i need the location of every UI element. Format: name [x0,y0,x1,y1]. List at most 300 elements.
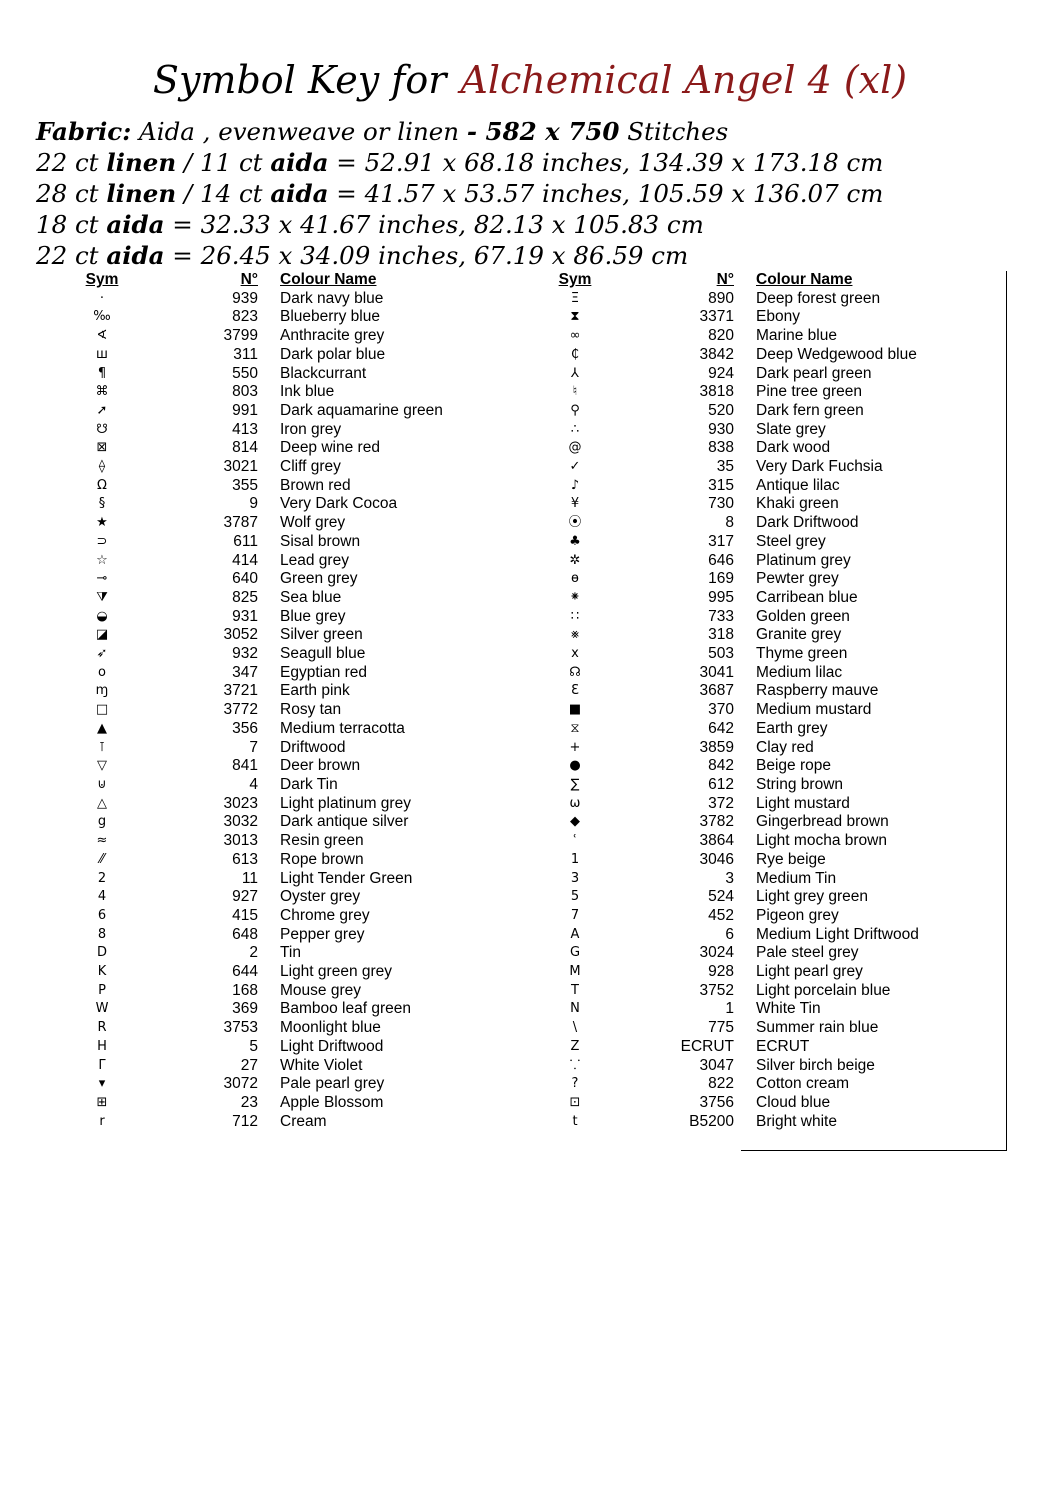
number-cell: 3046 [699,850,734,868]
number-cell: 931 [232,607,258,625]
symbol-cell: ₵ [570,346,580,362]
symbol-cell: ♪ [570,477,580,493]
symbol-cell: 4 [97,889,107,905]
table-border-right [1006,271,1007,1151]
symbol-cell: ⦿ [568,515,582,531]
symbol-cell: ∷ [570,608,580,624]
table-row [532,589,986,608]
table-row [58,701,510,720]
colour-name-cell: Very Dark Cocoa [280,495,398,513]
symbol-cell: ⊠ [96,440,108,456]
symbol-cell: ⧗ [570,309,580,325]
table-row [532,701,986,720]
size-line: 22 ct linen / 11 ct aida = 52.91 x 68.18 inches, 134.39 x 173.18 cm [36,148,884,177]
number-cell: B5200 [689,1112,734,1130]
table-row [58,327,510,346]
number-cell: 317 [708,532,734,550]
table-row [58,589,510,608]
number-cell: 311 [233,345,258,363]
number-cell: 995 [708,588,734,606]
colour-name-cell: Dark Tin [280,775,338,793]
number-cell: 3818 [699,383,734,401]
table-row [532,870,986,889]
symbol-cell: ⊍ [97,776,107,792]
table-row [532,963,986,982]
table-row [58,813,510,832]
table-row [58,1057,510,1076]
symbol-cell: ∢ [96,328,108,344]
colour-name-cell: Slate grey [756,420,826,438]
symbol-cell: ▲ [97,720,107,736]
sym-header: Sym [85,271,119,288]
table-row [532,720,986,739]
fabric-info [36,116,883,271]
colour-name-cell: Thyme green [756,645,848,663]
symbol-cell: \ [572,1020,578,1036]
symbol-cell: ∑ [570,776,580,792]
table-row [58,570,510,589]
table-row [58,907,510,926]
number-cell: 318 [708,626,734,644]
number-cell: 370 [708,701,734,719]
number-cell: 644 [232,963,258,981]
colour-name-cell: Dark antique silver [280,813,409,831]
symbol-cell: R [97,1020,107,1036]
symbol-cell: · [99,290,105,306]
number-cell: 3799 [223,327,258,345]
colour-name-cell: Oyster grey [280,888,361,906]
symbol-cell: t [572,1113,578,1129]
table-row [58,682,510,701]
symbol-cell: @ [568,440,582,456]
colour-name-cell: Medium terracotta [280,719,405,737]
table-row [58,1019,510,1038]
number-cell: 611 [233,532,258,550]
table-row [532,645,986,664]
table-row [58,664,510,683]
table-row [532,813,986,832]
colour-name-cell: Marine blue [756,327,837,345]
symbol-cell: ♮ [572,384,578,400]
colour-name-cell: Deer brown [280,757,361,775]
number-cell: 928 [708,963,734,981]
table-row [58,439,510,458]
table-row [58,477,510,496]
colour-name-cell: Moonlight blue [280,1019,381,1037]
table-header [58,271,510,290]
number-cell: 613 [232,850,258,868]
number-cell: 890 [708,289,734,307]
colour-name-cell: Ebony [756,308,800,326]
colour-name-cell: Light mocha brown [756,832,887,850]
colour-name-cell: Driftwood [280,738,346,756]
number-cell: 524 [708,888,734,906]
number-cell: 930 [708,420,734,438]
table-row [58,888,510,907]
number-cell: 646 [708,551,734,569]
colour-name-cell: Pepper grey [280,925,365,943]
symbol-cell: Ɛ [571,683,579,699]
colour-name-cell: Golden green [756,607,850,625]
number-cell: 315 [708,476,734,494]
number-cell: 712 [232,1112,258,1130]
table-row [532,495,986,514]
number-cell: 3864 [699,832,734,850]
colour-name-cell: Medium Light Driftwood [756,925,919,943]
table-row [532,776,986,795]
number-cell: 3041 [699,663,734,681]
number-cell: 3721 [223,682,258,700]
colour-name-cell: Carribean blue [756,588,858,606]
symbol-cell: G [569,945,581,961]
symbol-cell: ★ [96,515,108,531]
number-cell: 3753 [223,1019,258,1037]
table-row [58,1113,510,1132]
symbol-cell: ⨳ [570,627,580,643]
table-row [532,1075,986,1094]
symbol-table-right [532,271,986,1131]
table-row [58,626,510,645]
symbol-cell: ⊸ [96,571,108,587]
symbol-cell: ⟠ [98,459,106,475]
title-lead: Symbol Key for [152,58,447,102]
table-row [58,1038,510,1057]
number-cell: 3024 [699,944,734,962]
colour-name-cell: Light Tender Green [280,869,413,887]
table-row [58,308,510,327]
symbol-cell: ☆ [96,552,108,568]
colour-name-cell: Chrome grey [280,906,370,924]
page-title [0,58,1060,102]
table-body [58,290,510,1132]
number-cell: 169 [708,570,734,588]
table-row [58,346,510,365]
table-row [58,514,510,533]
table-row [58,383,510,402]
number-cell: 842 [708,757,734,775]
symbol-cell: § [98,496,106,512]
colour-name-cell: Light grey green [756,888,869,906]
number-cell: 503 [708,645,734,663]
number-cell: 413 [232,420,258,438]
colour-name-cell: Platinum grey [756,551,851,569]
symbol-cell: 5 [570,889,580,905]
symbol-cell: ✲ [569,552,581,568]
symbol-cell: ⚲ [570,402,580,418]
number-cell: 3842 [699,345,734,363]
symbol-cell: ☋ [96,421,108,437]
table-row [58,795,510,814]
colour-name-cell: String brown [756,775,844,793]
table-row [532,458,986,477]
colour-name-cell: Resin green [280,832,364,850]
symbol-cell: 8 [97,926,107,942]
symbol-cell: 1 [570,851,580,867]
table-row [58,608,510,627]
colour-name-cell: Light platinum grey [280,794,411,812]
symbol-cell: 2 [97,870,107,886]
symbol-cell: □ [95,702,109,718]
symbol-cell: 3 [570,870,580,886]
number-cell: 372 [708,794,734,812]
colour-name-cell: Tin [280,944,301,962]
symbol-cell: ✓ [569,459,581,475]
symbol-cell: ⊃ [96,533,108,549]
number-cell: 3 [725,869,734,887]
symbol-cell: P [98,982,106,998]
number-cell: 640 [232,570,258,588]
number-cell: 3687 [699,682,734,700]
table-row [532,664,986,683]
colour-name-cell: Light porcelain blue [756,981,891,999]
number-cell: 3013 [223,832,258,850]
table-row [532,608,986,627]
colour-name-cell: Rye beige [756,850,826,868]
symbol-cell: g [97,814,107,830]
number-cell: 3032 [223,813,258,831]
number-cell: 452 [708,906,734,924]
symbol-cell: Ω [97,477,107,493]
table-row [532,851,986,870]
number-cell: ECRUT [680,1037,734,1055]
colour-name-cell: Pale steel grey [756,944,859,962]
fabric-line [36,116,883,147]
colour-name-cell: Steel grey [756,532,826,550]
number-cell: 27 [240,1056,258,1074]
colour-name-cell: Deep Wedgewood blue [756,345,917,363]
symbol-cell: ⧩ [96,589,108,605]
table-row [532,1038,986,1057]
number-cell: 823 [232,308,258,326]
table-row [58,645,510,664]
colour-name-cell: Blueberry blue [280,308,380,326]
symbol-cell: ш [96,346,108,362]
fabric-types: Aida , evenweave or linen [131,117,467,146]
symbol-cell: Z [570,1038,580,1054]
colour-name-cell: Khaki green [756,495,839,513]
symbol-cell: ■ [568,702,582,718]
colour-name-cell: Earth grey [756,719,828,737]
table-row [532,552,986,571]
number-cell: 733 [708,607,734,625]
table-row [58,458,510,477]
table-row [58,533,510,552]
symbol-table-left [58,271,510,1131]
number-cell: 3859 [699,738,734,756]
table-row [532,795,986,814]
number-cell: 3371 [699,308,734,326]
symbol-cell: ⊞ [96,1094,108,1110]
num-header: N° [716,271,734,288]
table-row [58,1094,510,1113]
symbol-cell: N [570,1001,580,1017]
colour-name-cell: Summer rain blue [756,1019,879,1037]
size-line: 22 ct aida = 26.45 x 34.09 inches, 67.19 x 86.59 cm [36,241,689,270]
symbol-cell: ⌘ [95,384,109,400]
symbol-cell: 7 [570,907,580,923]
number-cell: 8 [725,514,734,532]
symbol-cell: ¥ [570,496,580,512]
table-row [58,982,510,1001]
colour-name-cell: Clay red [756,738,814,756]
number-cell: 642 [708,719,734,737]
colour-name-cell: Silver birch beige [756,1056,875,1074]
colour-name-cell: Light mustard [756,794,850,812]
number-cell: 35 [716,458,734,476]
colour-name-cell: Bamboo leaf green [280,1000,411,1018]
table-row [58,926,510,945]
table-row [532,514,986,533]
colour-name-cell: Deep wine red [280,439,380,457]
number-cell: 520 [708,401,734,419]
stitch-count: 582 x 750 [485,117,620,146]
symbol-cell: ≈ [96,833,108,849]
table-row [532,888,986,907]
symbol-cell: ∴ [570,421,580,437]
table-row [58,832,510,851]
number-cell: 814 [232,439,258,457]
colour-name-cell: Blue grey [280,607,346,625]
symbol-cell: ‰ [93,309,111,325]
number-cell: 927 [232,888,258,906]
table-row [58,1000,510,1019]
table-row [58,402,510,421]
number-cell: 415 [232,906,258,924]
number-cell: 3052 [223,626,258,644]
colour-name-cell: Blackcurrant [280,364,367,382]
sym-header: Sym [558,271,592,288]
table-border-bottom [741,1150,1007,1151]
number-cell: 414 [232,551,258,569]
number-cell: 355 [232,476,258,494]
table-row [532,477,986,496]
number-cell: 3752 [699,981,734,999]
colour-name-cell: Iron grey [280,420,342,438]
symbol-cell: x [571,646,579,662]
table-row [532,1094,986,1113]
table-row [532,439,986,458]
colour-name-cell: Seagull blue [280,645,366,663]
number-cell: 822 [708,1075,734,1093]
number-cell: 23 [240,1093,258,1111]
number-cell: 347 [232,663,258,681]
number-cell: 9 [249,495,258,513]
colour-name-cell: Pine tree green [756,383,862,401]
colour-name-cell: Dark wood [756,439,831,457]
symbol-cell: △ [97,795,107,811]
table-row [58,495,510,514]
table-row [58,1075,510,1094]
colour-name-cell: Granite grey [756,626,842,644]
size-line: 28 ct linen / 14 ct aida = 41.57 x 53.57 inches, 105.59 x 136.07 cm [36,179,884,208]
symbol-cell: ◒ [96,608,108,624]
fabric-label: Fabric: [36,117,132,146]
symbol-cell: ? [571,1076,579,1092]
colour-name-cell: Pale pearl grey [280,1075,385,1093]
symbol-cell: + [569,739,581,755]
colour-name-cell: Cloud blue [756,1093,831,1111]
symbol-cell: K [97,964,107,980]
table-row [58,421,510,440]
number-cell: 612 [708,775,734,793]
colour-name-cell: Egyptian red [280,663,368,681]
number-cell: 924 [708,364,734,382]
stitches-label: Stitches [619,117,729,146]
name-header: Colour Name [280,271,377,288]
table-row [58,944,510,963]
table-row [532,570,986,589]
symbol-cell: ➶ [96,646,108,662]
symbol-cell: ▽ [97,758,107,774]
number-cell: 4 [249,775,258,793]
table-row [532,682,986,701]
number-cell: 3772 [223,701,258,719]
symbol-cell: T [571,982,579,998]
colour-name-cell: Sea blue [280,588,342,606]
number-cell: 6 [725,925,734,943]
symbol-cell: ▾ [98,1076,106,1092]
colour-name-cell: Rope brown [280,850,364,868]
table-row [532,1113,986,1132]
colour-name-cell: Green grey [280,570,358,588]
colour-name-cell: Mouse grey [280,981,361,999]
symbol-cell: ⁕ [569,589,581,605]
symbol-cell: ∞ [569,328,581,344]
symbol-cell: W [95,1001,109,1017]
table-row [532,626,986,645]
colour-name-cell: ECRUT [756,1037,810,1055]
number-cell: 3047 [699,1056,734,1074]
colour-name-cell: Gingerbread brown [756,813,889,831]
number-cell: 3021 [223,458,258,476]
colour-name-cell: Cream [280,1112,327,1130]
symbol-cell: ◪ [95,627,109,643]
table-row [58,739,510,758]
colour-name-cell: Ink blue [280,383,335,401]
colour-name-cell: Medium mustard [756,701,872,719]
number-cell: 3023 [223,794,258,812]
table-row [532,308,986,327]
colour-name-cell: Medium Tin [756,869,837,887]
colour-name-cell: Dark fern green [756,401,864,419]
table-row [532,1057,986,1076]
table-row [532,832,986,851]
table-row [58,776,510,795]
colour-name-cell: Cliff grey [280,458,341,476]
symbol-cell: ⊺ [98,739,106,755]
number-cell: 803 [232,383,258,401]
colour-name-cell: Sisal brown [280,532,361,550]
table-row [58,851,510,870]
table-row [58,290,510,309]
symbol-cell: ⊡ [569,1094,581,1110]
symbol-cell: ʿ [573,833,577,849]
colour-name-cell: Antique lilac [756,476,840,494]
table-row [58,870,510,889]
symbol-cell: ● [569,758,581,774]
colour-name-cell: White Violet [280,1056,363,1074]
table-row [532,739,986,758]
colour-name-cell: Dark polar blue [280,345,386,363]
table-row [532,327,986,346]
table-row [532,290,986,309]
colour-name-cell: Anthracite grey [280,327,385,345]
symbol-cell: ɵ [571,571,579,587]
table-row [58,720,510,739]
table-row [532,907,986,926]
fabric-dash: - [466,117,486,146]
colour-name-cell: Dark aquamarine green [280,401,443,419]
